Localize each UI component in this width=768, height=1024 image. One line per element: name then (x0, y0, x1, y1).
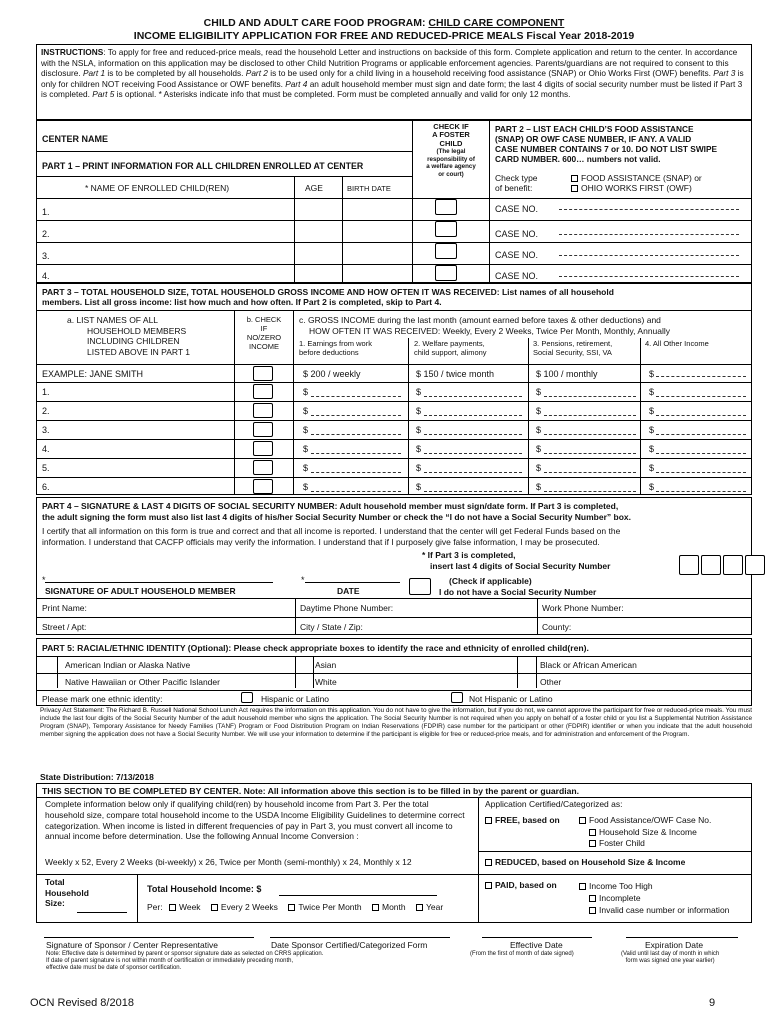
reduced-option[interactable]: REDUCED, based on Household Size & Income (485, 857, 685, 867)
income-field[interactable] (311, 472, 401, 473)
col-child-name: * NAME OF ENROLLED CHILD(REN) (85, 183, 230, 193)
print-name-field[interactable]: Print Name: (42, 603, 87, 613)
frequency-options: Per: Week Every 2 Weeks Twice Per Month Month Year (147, 902, 444, 912)
case-no-label: CASE NO. (495, 271, 539, 281)
foster-child-header: CHECK IF A FOSTER CHILD (The legal responsibility of a welfare agency or court) (426, 122, 476, 178)
frequency-checkbox[interactable] (169, 904, 176, 911)
race-option[interactable]: Native Hawaiian or Other Pacific Islander (65, 677, 220, 687)
effective-date-label: Effective Date (510, 940, 563, 950)
ssn-digit-box[interactable] (723, 555, 743, 575)
dollar-sign: $ (536, 482, 542, 492)
frequency-checkbox[interactable] (288, 904, 295, 911)
household-row-label: 5. (42, 463, 50, 473)
dollar-sign: $ (649, 387, 655, 397)
no-income-checkbox[interactable] (253, 460, 273, 475)
income-field[interactable] (424, 472, 522, 473)
part3 (36, 283, 752, 495)
dollar-sign: $ (536, 425, 542, 435)
case-no-field[interactable] (559, 276, 739, 277)
benefit-options (571, 173, 702, 193)
ssn-digit-box[interactable] (701, 555, 721, 575)
example-income: $ (649, 369, 655, 379)
no-income-checkbox[interactable] (253, 403, 273, 418)
paid-reasons (579, 880, 729, 916)
income-field[interactable] (544, 491, 636, 492)
county-field[interactable]: County: (542, 622, 572, 632)
child-row-label: 2. (42, 229, 50, 239)
part3-heading: PART 3 – TOTAL HOUSEHOLD SIZE, TOTAL HOUSEHOLD GROSS INCOME AND HOW OFTEN IT WAS RECEIVED: List names of all household members. List all gross income: list how much and how often. If Part 2 is completed, skip to Part 4. (42, 287, 614, 307)
household-row-label: 1. (42, 387, 50, 397)
free-reason[interactable]: Food Assistance/OWF Case No. (579, 815, 711, 827)
example-income: $ 100 / monthly (536, 369, 598, 379)
case-no-field[interactable] (559, 234, 739, 235)
income-field[interactable] (544, 434, 636, 435)
no-income-checkbox[interactable] (253, 479, 273, 494)
race-option[interactable]: American Indian or Alaska Native (65, 660, 191, 670)
paid-reason[interactable]: Invalid case number or information (579, 904, 729, 916)
part4-heading: PART 4 – SIGNATURE & LAST 4 DIGITS OF SOCIAL SECURITY NUMBER: Adult household member must sign/date form. If Part 3 is completed, the adult signing the form must also list last 4 digits of his/her Social Security Number or check the “I do not have a Social Security Number” box. (42, 501, 631, 522)
sponsor-signature-label: Signature of Sponsor / Center Representative (46, 940, 218, 950)
dollar-sign: $ (416, 406, 422, 416)
state-distribution: State Distribution: 7/13/2018 (40, 772, 154, 782)
income-field[interactable] (311, 491, 401, 492)
dollar-sign: $ (649, 463, 655, 473)
child-row-label: 3. (42, 251, 50, 261)
dollar-sign: $ (416, 482, 422, 492)
income-field[interactable] (656, 396, 746, 397)
frequency-checkbox[interactable] (416, 904, 423, 911)
income-line (656, 376, 746, 377)
no-ssn-checkbox[interactable] (409, 578, 431, 595)
foster-checkbox[interactable] (435, 221, 457, 237)
example-income: $ 150 / twice month (416, 369, 495, 379)
hispanic-checkbox[interactable] (241, 692, 253, 703)
foster-checkbox[interactable] (435, 243, 457, 259)
street-field[interactable]: Street / Apt: (42, 622, 87, 632)
income-type-3: 3. Pensions, retirement, Social Security, SSI, VA (533, 339, 613, 357)
dollar-sign: $ (303, 425, 309, 435)
total-household-size: Total Household Size: (45, 877, 89, 908)
signature-label: SIGNATURE OF ADULT HOUSEHOLD MEMBER (45, 586, 236, 596)
dollar-sign: $ (649, 425, 655, 435)
race-option[interactable]: Other (540, 677, 562, 687)
check-applicable: (Check if applicable) (449, 576, 532, 586)
income-type-4: 4. All Other Income (645, 339, 709, 348)
not-hispanic-label: Not Hispanic or Latino (469, 694, 553, 704)
case-no-field[interactable] (559, 255, 739, 256)
household-row-label: 2. (42, 406, 50, 416)
dollar-sign: $ (649, 482, 655, 492)
instructions: INSTRUCTIONS: To apply for free and reduced-price meals, read the household Letter and instructions on backside of this form. Complete application and return to the center. In accordance with the NSLA, information on this application may be disclosed to other Child Nutrition Programs or applicable enforcement agencies. Parents/guardians are not required to consent to this disclosure. Part 1 is to be completed by all households. Part 2 is to be used only for a child living in a household receiving food assistance (SNAP) or Ohio Works First (OWF) benefits. Part 3 is only for children NOT receiving Food Assistance or OWF benefits. Part 4 an adult household member must sign and date form; the last 4 digits of social security number must be listed if Part 3 is completed. Part 5 is optional. * Asterisks indicate info that must be completed. Form must be completed annually and valid for only 12 months. (36, 44, 752, 120)
expiration-date-field[interactable] (626, 937, 738, 938)
effective-date-note: Note: Effective date is determined by parent or sponsor signature date as selected on CRRS application. If date of parent signature is not within month of certification or immediately preceding month, effective date must be date of sponsor certification. (46, 951, 324, 972)
dollar-sign: $ (303, 444, 309, 454)
dollar-sign: $ (536, 444, 542, 454)
certified-label: Application Certified/Categorized as: (485, 799, 623, 809)
privacy-statement: Privacy Act Statement: The Richard B. Russell National School Lunch Act requires the information on this application. You do not have to give the information, but if you do not, we cannot approve the participant for free or reduced-price meals. You must include the last four digits of the Social Security Number of the adult household member who signs the application. The Social Security Number is not required when you apply on behalf of a foster child or you list a Supplemental Nutrition Assistance Program (SNAP), Temporary Assistance for Needy Families (TANF) Program or Food Distribution Program on Indian Reservations (FDPIR) case number for the participant or other (FDPIR) identifier or when you indicate that the adult household member signing the application does not have a Social Security Number. We will use your information to determine if the participant is eligible for free or reduced-price meals, and for administration and enforcement of the Program. (40, 707, 752, 739)
dollar-sign: $ (536, 463, 542, 473)
case-no-label: CASE NO. (495, 250, 539, 260)
center-instructions: Complete information below only if qualifying child(ren) by household income from Part 3. Per the total household size, compare total household income to the USDA Income Eligibility Guidelines to determine correct categorization. When income is listed in different frequencies of pay in Part 3, you must convert all income to annual income before determination. Use the following Annual Income Conversion : (45, 799, 465, 842)
total-income-field[interactable] (279, 895, 437, 896)
income-field[interactable] (544, 453, 636, 454)
certification-statement: I certify that all information on this form is true and correct and that all income is reported. I understand that the center will get Federal Funds based on the information. I understand that CACFP officials may verify the information. I understand that if I purposely give false information, I may be prosecuted. (42, 526, 621, 547)
paid-reason[interactable]: Incomplete (579, 892, 729, 904)
benefit-type: Check type of benefit: (495, 173, 538, 193)
dollar-sign: $ (303, 387, 309, 397)
revision-label: OCN Revised 8/2018 (30, 997, 134, 1009)
income-field[interactable] (424, 491, 522, 492)
part1-heading: PART 1 – PRINT INFORMATION FOR ALL CHILDREN ENROLLED AT CENTER (42, 161, 364, 171)
no-income-checkbox[interactable] (253, 441, 273, 456)
form-subtitle: INCOME ELIGIBILITY APPLICATION FOR FREE AND REDUCED-PRICE MEALS Fiscal Year 2018-2019 (133, 30, 635, 42)
income-field[interactable] (656, 434, 746, 435)
part4 (36, 497, 752, 635)
ssn-digit-box[interactable] (745, 555, 765, 575)
income-field[interactable] (311, 434, 401, 435)
option-snap[interactable]: FOOD ASSISTANCE (SNAP) or (571, 173, 702, 183)
hispanic-label: Hispanic or Latino (261, 694, 330, 704)
checkbox[interactable] (589, 829, 596, 836)
no-income-checkbox[interactable] (253, 366, 273, 381)
part5-heading: PART 5: RACIAL/ETHNIC IDENTITY (Optional): Please check appropriate boxes to identify the race and ethnicity of enrolled child(ren). (42, 643, 589, 653)
date-asterisk: * (301, 575, 305, 585)
income-field[interactable] (656, 491, 746, 492)
page-number: 9 (709, 997, 716, 1009)
part5 (36, 638, 752, 706)
center-section (36, 783, 752, 923)
income-field[interactable] (544, 415, 636, 416)
center-name-label: CENTER NAME (42, 134, 109, 144)
race-option[interactable]: Black or African American (540, 660, 637, 670)
not-hispanic-checkbox[interactable] (451, 692, 463, 703)
checkbox[interactable] (579, 817, 586, 824)
case-no-label: CASE NO. (495, 229, 539, 239)
ssn-instruction: * If Part 3 is completed, insert last 4 digits of Social Security Number (422, 550, 611, 571)
household-row-label: 4. (42, 444, 50, 454)
sponsor-signature-field[interactable] (44, 937, 254, 938)
expiration-date-label: Expiration Date (645, 940, 704, 950)
example-income: $ 200 / weekly (303, 369, 361, 379)
certified-date-label: Date Sponsor Certified/Categorized Form (271, 940, 428, 950)
dollar-sign: $ (416, 463, 422, 473)
example-name: EXAMPLE: JANE SMITH (42, 369, 144, 379)
income-field[interactable] (656, 472, 746, 473)
race-option[interactable]: Asian (315, 660, 337, 670)
daytime-phone-field[interactable]: Daytime Phone Number: (300, 603, 394, 613)
city-state-zip-field[interactable]: City / State / Zip: (300, 622, 363, 632)
total-income-label: Total Household Income: $ (147, 884, 262, 894)
income-field[interactable] (311, 453, 401, 454)
income-field[interactable] (656, 415, 746, 416)
income-field[interactable] (544, 472, 636, 473)
effective-date-field[interactable] (482, 937, 592, 938)
household-size-field[interactable] (77, 912, 127, 913)
free-reasons (579, 815, 711, 850)
income-field[interactable] (311, 396, 401, 397)
no-income-checkbox[interactable] (253, 384, 273, 399)
date-label: DATE (337, 586, 360, 596)
household-row-label: 6. (42, 482, 50, 492)
income-field[interactable] (656, 453, 746, 454)
ethnic-label: Please mark one ethnic identity: (42, 694, 163, 704)
case-no-field[interactable] (559, 209, 739, 210)
signature-asterisk: * (42, 575, 46, 585)
checkbox[interactable] (589, 895, 596, 902)
form-title: CHILD AND ADULT CARE FOOD PROGRAM: CHILD CARE COMPONENT (203, 17, 565, 29)
free-reason[interactable]: Foster Child (579, 838, 711, 850)
reduced-checkbox[interactable] (485, 859, 492, 866)
case-no-label: CASE NO. (495, 204, 539, 214)
foster-checkbox[interactable] (435, 199, 457, 215)
income-field[interactable] (424, 396, 522, 397)
col-age: AGE (305, 183, 323, 193)
child-row-label: 4. (42, 271, 50, 281)
dollar-sign: $ (649, 406, 655, 416)
frequency-checkbox[interactable] (372, 904, 379, 911)
dollar-sign: $ (303, 406, 309, 416)
dollar-sign: $ (536, 406, 542, 416)
dollar-sign: $ (303, 463, 309, 473)
income-type-1: 1. Earnings from work before deductions (299, 339, 372, 357)
col-birth-date: BIRTH DATE (347, 184, 391, 193)
household-row-label: 3. (42, 425, 50, 435)
dollar-sign: $ (536, 387, 542, 397)
race-option[interactable]: White (315, 677, 337, 687)
certified-date-field[interactable] (270, 937, 450, 938)
center-section-heading: THIS SECTION TO BE COMPLETED BY CENTER. Note: All information above this section is to be filled in by the parent or guardian. (42, 786, 580, 796)
free-checkbox[interactable] (485, 817, 492, 824)
dollar-sign: $ (416, 425, 422, 435)
col-no-income: b. CHECK IF NO/ZERO INCOME (246, 315, 282, 351)
checkbox[interactable] (579, 883, 586, 890)
paid-checkbox[interactable] (485, 882, 492, 889)
work-phone-field[interactable]: Work Phone Number: (542, 603, 624, 613)
free-reason[interactable]: Household Size & Income (579, 827, 711, 839)
checkbox[interactable] (589, 840, 596, 847)
part1-part2 (36, 120, 752, 283)
frequency-checkbox[interactable] (211, 904, 218, 911)
option-owf[interactable]: OHIO WORKS FIRST (OWF) (571, 183, 702, 193)
snap-checkbox[interactable] (571, 175, 578, 182)
part2-heading: PART 2 – LIST EACH CHILD’S FOOD ASSISTANCE (SNAP) OR OWF CASE NUMBER, IF ANY. A VALID CASE NUMBER CONTAINS 7 or 10. DO NOT LIST SWIPE CARD NUMBER. 600… numbers not valid. (495, 124, 718, 164)
dollar-sign: $ (303, 482, 309, 492)
paid-option[interactable]: PAID, based on (485, 880, 557, 890)
signature-field[interactable] (45, 582, 273, 583)
income-type-2: 2. Welfare payments, child support, alimony (414, 339, 487, 357)
date-field[interactable] (305, 582, 400, 583)
no-ssn-label: I do not have a Social Security Number (439, 587, 597, 597)
effective-date-hint: (From the first of month of date signed) (470, 951, 574, 957)
ssn-digit-box[interactable] (679, 555, 699, 575)
col-household-names: a. LIST NAMES OF ALL HOUSEHOLD MEMBERS INCLUDING CHILDREN LISTED ABOVE IN PART 1 (67, 315, 190, 357)
expiration-date-hint: (Valid until last day of month in which form was signed one year earlier) (621, 951, 720, 965)
free-option[interactable]: FREE, based on (485, 815, 560, 826)
income-field[interactable] (544, 396, 636, 397)
checkbox[interactable] (589, 907, 596, 914)
dollar-sign: $ (416, 444, 422, 454)
foster-checkbox[interactable] (435, 265, 457, 281)
owf-checkbox[interactable] (571, 185, 578, 192)
dollar-sign: $ (416, 387, 422, 397)
child-row-label: 1. (42, 207, 50, 217)
income-field[interactable] (424, 434, 522, 435)
paid-reason[interactable]: Income Too High (579, 880, 729, 892)
col-gross-income: c. GROSS INCOME during the last month (amount earned before taxes & other deductions) and HOW OFTEN IT WAS RECEIVED: Weekly, Every 2 Weeks, Twice Per Month, Monthly, Annually (299, 315, 671, 336)
annual-conversion: Weekly x 52, Every 2 Weeks (bi-weekly) x 26, Twice per Month (semi-monthly) x 24, Monthly x 12 (45, 857, 412, 867)
income-field[interactable] (424, 415, 522, 416)
dollar-sign: $ (649, 444, 655, 454)
income-field[interactable] (424, 453, 522, 454)
income-field[interactable] (311, 415, 401, 416)
no-income-checkbox[interactable] (253, 422, 273, 437)
